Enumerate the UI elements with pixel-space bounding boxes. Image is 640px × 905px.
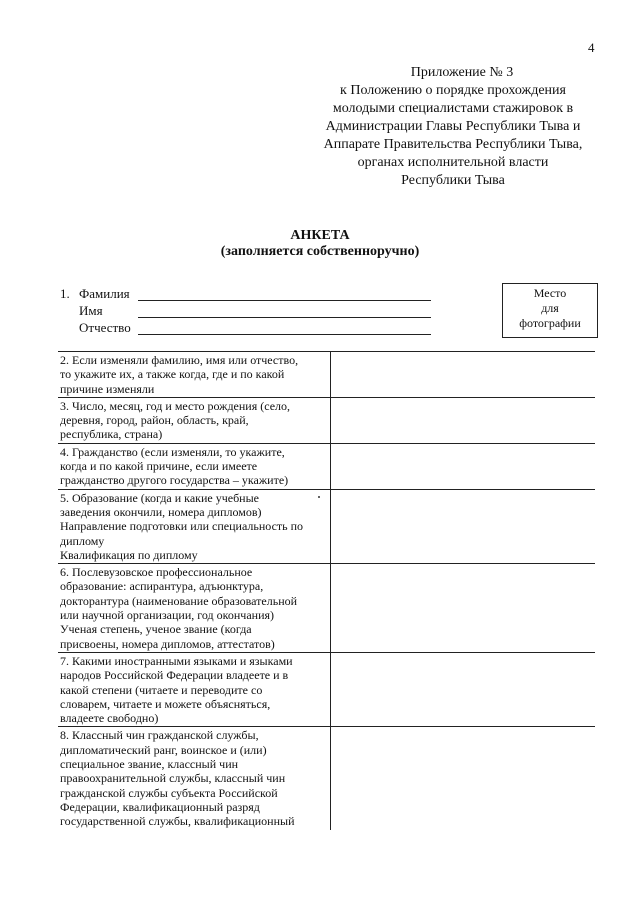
table-row xyxy=(58,727,595,830)
name-input-line[interactable] xyxy=(138,317,431,318)
question-cell xyxy=(58,489,331,563)
question-line: Ученая степень, ученое звание (когда xyxy=(60,622,252,637)
question-cell xyxy=(58,652,331,726)
question-line: 6. Послевузовское профессиональное xyxy=(60,565,253,580)
answer-cell[interactable] xyxy=(331,727,596,830)
answer-cell[interactable] xyxy=(331,352,596,398)
question-line: 5. Образование (когда и какие учебные xyxy=(60,490,259,505)
question-line: причине изменяли xyxy=(60,381,155,396)
answer-cell[interactable] xyxy=(331,397,596,443)
surname-row xyxy=(60,286,440,303)
photo-label-line: фотографии xyxy=(519,316,581,330)
question-line: 7. Какими иностранными языками и языками xyxy=(60,653,293,668)
question-line: гражданство другого государства – укажите) xyxy=(60,473,289,488)
surname-input-line[interactable] xyxy=(138,300,431,301)
questionnaire-table xyxy=(58,351,595,830)
appendix-line: Приложение № 3 xyxy=(410,65,514,80)
appendix-line: Администрации Главы Республики Тыва и xyxy=(325,119,581,134)
question-line: Квалификация по диплому xyxy=(60,547,198,562)
name-fields xyxy=(60,286,440,337)
question-line: владеете свободно) xyxy=(60,711,159,726)
answer-cell[interactable] xyxy=(331,652,596,726)
photo-label-line: для xyxy=(541,301,559,315)
table-row xyxy=(58,564,595,653)
question-line: словарем, читаете и можете объясняться, xyxy=(60,696,271,711)
photo-placeholder[interactable] xyxy=(502,283,598,338)
question-line: гражданской службы субъекта Российской xyxy=(60,785,278,800)
question-line: государственной службы, квалификационный xyxy=(60,814,295,829)
question-line: присвоены, номера дипломов, аттестатов) xyxy=(60,636,275,651)
item-number: 1. xyxy=(60,286,70,301)
page-number: 4 xyxy=(588,40,595,55)
form-subtitle: (заполняется собственноручно) xyxy=(220,244,420,259)
answer-cell[interactable] xyxy=(331,489,596,563)
question-line: специальное звание, классный чин xyxy=(60,757,239,772)
table-row xyxy=(58,397,595,443)
question-cell xyxy=(58,443,331,489)
question-cell xyxy=(58,564,331,653)
table-row xyxy=(58,443,595,489)
question-line: или научной организации, год окончания) xyxy=(60,608,275,623)
question-line: то укажите их, а также когда, где и по какой xyxy=(60,367,285,382)
question-line: какой степени (читаете и переводите со xyxy=(60,682,263,697)
form-heading xyxy=(150,228,490,260)
appendix-header xyxy=(300,64,606,190)
question-line: правоохранительной службы, классный чин xyxy=(60,771,286,786)
appendix-line: Аппарате Правительства Республики Тыва, xyxy=(323,137,583,152)
scan-speck xyxy=(318,496,320,498)
question-cell xyxy=(58,397,331,443)
photo-label-line: Место xyxy=(533,286,567,300)
question-line: дипломатический ранг, воинское и (или) xyxy=(60,742,267,757)
question-line: деревня, город, район, область, край, xyxy=(60,413,249,428)
question-line: 8. Классный чин гражданской службы, xyxy=(60,728,259,743)
surname-label: Фамилия xyxy=(79,286,130,301)
patronymic-input-line[interactable] xyxy=(138,334,431,335)
question-line: 2. Если изменяли фамилию, имя или отчество, xyxy=(60,353,299,367)
question-line: Федерации, квалификационный разряд xyxy=(60,799,260,814)
table-row xyxy=(58,652,595,726)
question-line: докторантура (наименование образовательной xyxy=(60,593,298,608)
patronymic-label: Отчество xyxy=(79,320,131,335)
question-cell xyxy=(58,352,331,398)
patronymic-row xyxy=(60,320,440,337)
question-line: республика, страна) xyxy=(60,427,163,442)
answer-cell[interactable] xyxy=(331,564,596,653)
appendix-line: органах исполнительной власти xyxy=(357,155,549,170)
answer-cell[interactable] xyxy=(331,443,596,489)
question-line: 4. Гражданство (если изменяли, то укажите, xyxy=(60,444,285,459)
appendix-line: Республики Тыва xyxy=(401,173,505,188)
form-title: АНКЕТА xyxy=(290,228,350,243)
appendix-line: к Положению о порядке прохождения xyxy=(340,83,566,98)
question-line: образование: аспирантура, адъюнктура, xyxy=(60,579,264,594)
name-row xyxy=(60,303,440,320)
question-line: заведения окончили, номера дипломов) xyxy=(60,504,262,519)
question-line: диплому xyxy=(60,533,105,548)
question-line: Направление подготовки или специальность по xyxy=(60,519,304,534)
question-line: народов Российской Федерации владеете и в xyxy=(60,668,289,683)
table-row xyxy=(58,489,595,563)
name-label: Имя xyxy=(79,303,103,318)
question-line: когда и по какой причине, если имеете xyxy=(60,459,258,474)
question-cell xyxy=(58,727,331,830)
appendix-line: молодыми специалистами стажировок в xyxy=(332,101,574,116)
question-line: 3. Число, месяц, год и место рождения (село, xyxy=(60,398,291,413)
table-row xyxy=(58,352,595,398)
